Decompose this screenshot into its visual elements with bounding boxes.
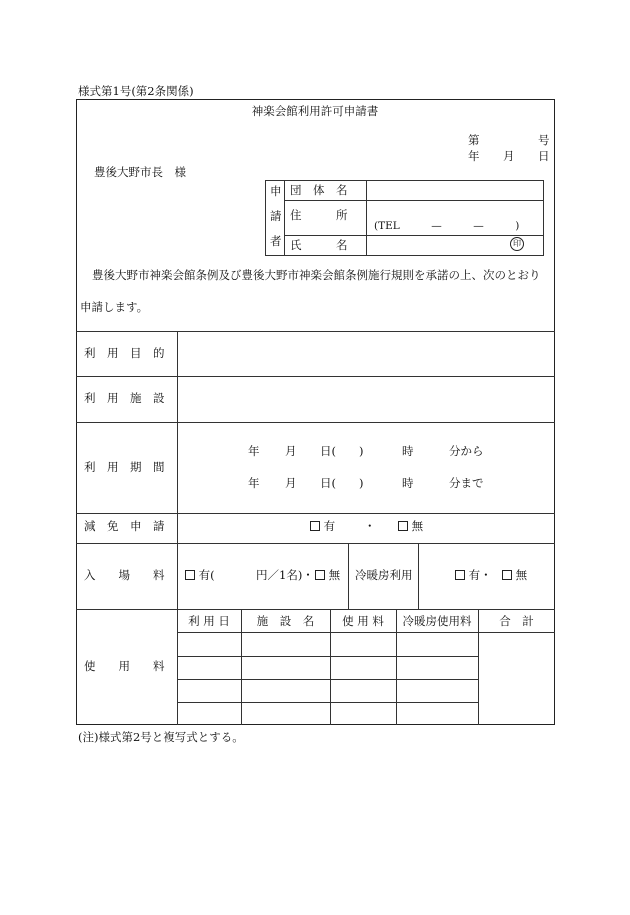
admission-no: [315, 570, 340, 582]
date-month: 月: [503, 149, 515, 163]
date-day: 日: [538, 149, 550, 163]
period-to-day: 日( ): [320, 476, 364, 490]
row-period: 利 用 期 間: [84, 460, 165, 474]
period-from-month: 月: [285, 444, 297, 458]
row-fee: 使 用 料: [84, 659, 165, 673]
statement-line-1: 豊後大野市神楽会館条例及び豊後大野市神楽会館条例施行規則を承諾の上、次のとおり: [92, 268, 541, 282]
form-title: 神楽会館利用許可申請書: [251, 104, 379, 118]
admission-no-label: 無: [328, 568, 341, 582]
fee-header-facility: 施 設 名: [256, 614, 315, 628]
address-label: 住 所: [290, 208, 348, 222]
seal-icon: 印: [510, 237, 524, 251]
admission-yes-label: 有(: [198, 568, 215, 582]
statement-line-2: 申請します。: [80, 300, 149, 314]
period-to-year: 年: [248, 476, 260, 490]
number-dai: 第: [468, 133, 480, 147]
row-reduction: 減 免 申 請: [84, 519, 165, 533]
reduction-no: [398, 521, 423, 533]
reduction-yes: [310, 521, 335, 533]
footnote: (注)様式第2号と複写式とする。: [78, 730, 244, 744]
reduction-yes-label: 有: [323, 519, 336, 533]
row-facility: 利 用 施 設: [84, 391, 165, 405]
reduction-no-checkbox[interactable]: [398, 521, 408, 531]
form-number: 様式第1号(第2条関係): [78, 84, 194, 98]
number-go: 号: [538, 133, 550, 147]
org-name-label: 団 体 名: [290, 183, 348, 197]
applicant-label-1: 申: [270, 184, 282, 198]
period-from-day: 日( ): [320, 444, 364, 458]
applicant-label-3: 者: [270, 234, 282, 248]
date-year: 年: [468, 149, 480, 163]
period-to-hour: 時: [402, 476, 414, 490]
admission-no-checkbox[interactable]: [315, 570, 325, 580]
period-to-month: 月: [285, 476, 297, 490]
admission-yes: [185, 570, 215, 582]
period-from-tail: 分から: [449, 444, 484, 458]
reduction-no-label: 無: [411, 519, 424, 533]
fee-header-aircon: 冷暖房使用料: [402, 614, 472, 628]
applicant-label-2: 請: [270, 209, 282, 223]
reduction-yes-checkbox[interactable]: [310, 521, 320, 531]
period-from-hour: 時: [402, 444, 414, 458]
tel-field: (TEL — — ): [374, 220, 520, 232]
aircon-yes-checkbox[interactable]: [455, 570, 465, 580]
period-from-year: 年: [248, 444, 260, 458]
name-label: 氏 名: [290, 238, 348, 252]
admission-unit: 円／1名)・: [256, 568, 314, 582]
period-to-tail: 分まで: [449, 476, 484, 490]
admission-yes-checkbox[interactable]: [185, 570, 195, 580]
aircon-label: 冷暖房利用: [355, 568, 413, 582]
aircon-no-label: 無: [515, 568, 528, 582]
aircon-no: [502, 570, 527, 582]
reduction-dot: ・: [364, 519, 376, 533]
aircon-no-checkbox[interactable]: [502, 570, 512, 580]
fee-header-usage: 使 用 料: [342, 614, 384, 628]
addressee: 豊後大野市長 様: [94, 165, 186, 179]
row-purpose: 利 用 目 的: [84, 346, 165, 360]
aircon-yes-label: 有・: [468, 568, 492, 582]
aircon-yes: [455, 570, 492, 582]
fee-header-total: 合 計: [499, 614, 534, 628]
fee-header-date: 利 用 日: [188, 614, 230, 628]
row-admission: 入 場 料: [84, 568, 165, 582]
